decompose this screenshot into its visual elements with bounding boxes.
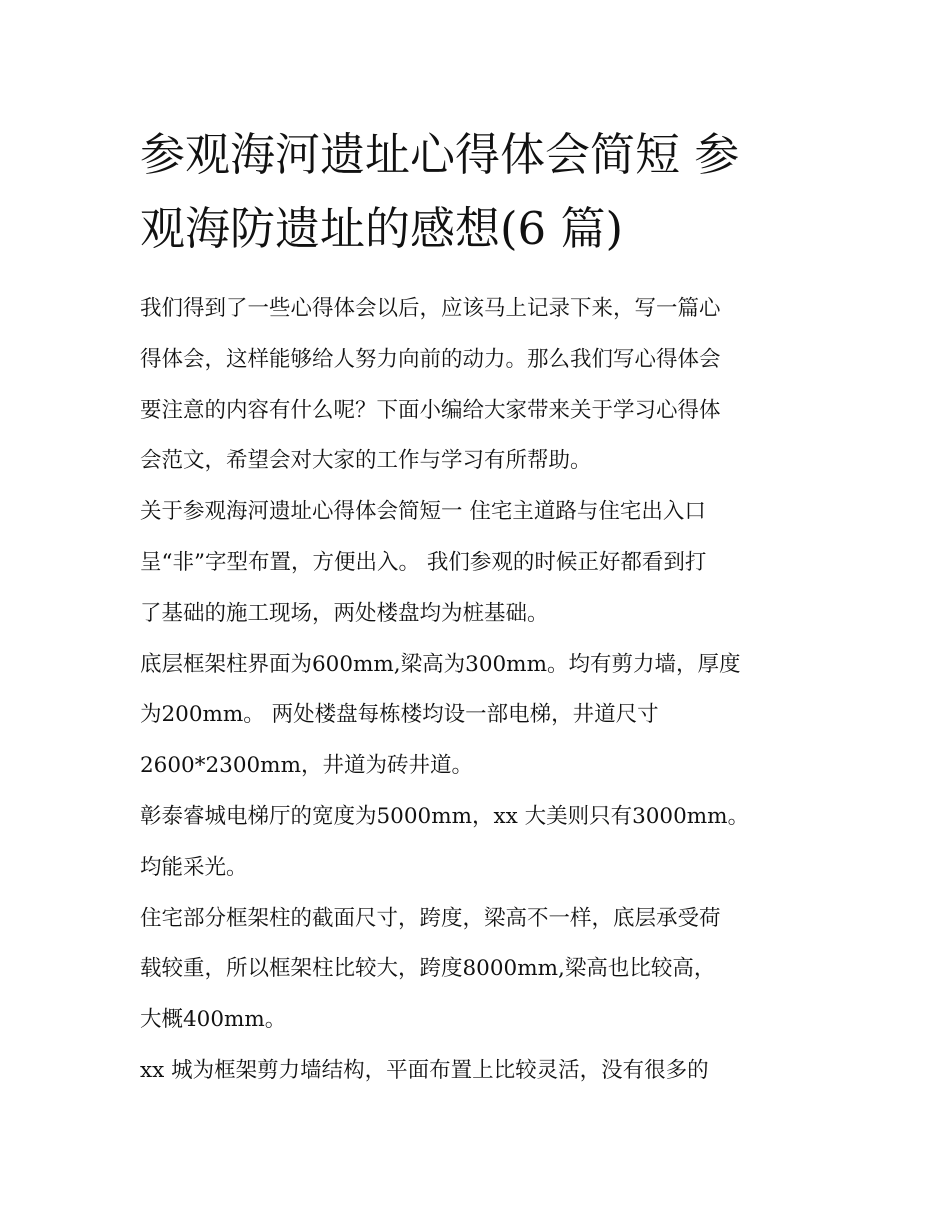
paragraph-elevator-hall: [140, 792, 820, 894]
text-line: xx 城为框架剪力墙结构，平面布置上比较灵活，没有很多的: [140, 1057, 709, 1083]
text-line: 彰泰睿城电梯厅的宽度为5000mm，xx 大美则只有3000mm。: [140, 803, 750, 829]
text-line: 底层框架柱界面为600mm,梁高为300mm。均有剪力墙，厚度: [140, 651, 741, 677]
text-line: 关于参观海河遗址心得体会简短一 住宅主道路与住宅出入口: [140, 499, 706, 525]
text-line: 我们得到了一些心得体会以后，应该马上记录下来，写一篇心: [140, 296, 721, 321]
text-line: 为200mm。 两处楼盘每栋楼均设一部电梯，井道尺寸: [140, 702, 659, 728]
text-line: 得体会，这样能够给人努力向前的动力。那么我们写心得体会: [140, 346, 721, 372]
text-line: 了基础的施工现场，两处楼盘均为桩基础。: [140, 600, 549, 626]
paragraph-section-one: [140, 487, 820, 639]
title-line: 参观海河遗址心得体会简短 参: [140, 128, 740, 181]
text-line: 要注意的内容有什么呢？下面小编给大家带来关于学习心得体: [140, 397, 721, 423]
paragraph-column-dimensions: [140, 640, 820, 792]
text-line: 住宅部分框架柱的截面尺寸，跨度，梁高不一样，底层承受荷: [140, 905, 721, 931]
paragraph-frame-columns: [140, 894, 820, 1046]
text-line: 呈“非”字型布置，方便出入。 我们参观的时候正好都看到打: [140, 549, 707, 575]
text-line: 均能采光。: [140, 854, 248, 880]
text-line: 大概400mm。: [140, 1007, 287, 1033]
title-line: 观海防遗址的感想(6 篇): [140, 202, 624, 255]
text-line: 2600*2300mm，井道为砖井道。: [140, 753, 473, 779]
document-body: [140, 284, 820, 1097]
text-line: 会范文，希望会对大家的工作与学习有所帮助。: [140, 448, 592, 474]
paragraph-shear-wall: [140, 1046, 820, 1097]
document-title: [140, 0, 820, 266]
text-line: 载较重，所以框架柱比较大，跨度8000mm,梁高也比较高，: [140, 956, 716, 982]
paragraph-intro: [140, 284, 820, 487]
document-page: [140, 0, 820, 1097]
